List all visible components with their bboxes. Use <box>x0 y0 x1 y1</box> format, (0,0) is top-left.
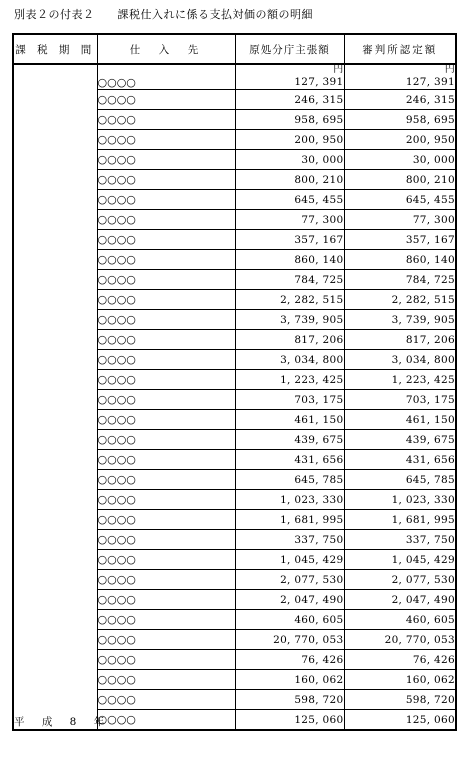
claimed-amount-cell <box>235 230 344 250</box>
approved-amount-cell <box>344 270 456 290</box>
supplier-cell: ○○○○ <box>97 130 235 150</box>
approved-amount-cell <box>344 690 456 710</box>
approved-amount-value: 1, 223, 425 <box>391 373 455 386</box>
claimed-amount-cell <box>235 450 344 470</box>
claimed-amount-value: 461, 150 <box>294 413 344 426</box>
claimed-amount-value: 703, 175 <box>294 393 344 406</box>
approved-amount-value: 1, 045, 429 <box>391 553 455 566</box>
claimed-amount-cell <box>235 64 344 90</box>
claimed-amount-value: 2, 047, 490 <box>280 593 344 606</box>
claimed-amount-cell <box>235 710 344 731</box>
approved-amount-value: 1, 681, 995 <box>391 513 455 526</box>
claimed-amount-cell <box>235 130 344 150</box>
approved-amount-cell <box>344 510 456 530</box>
supplier-cell: ○○○○ <box>97 210 235 230</box>
claimed-amount-cell <box>235 350 344 370</box>
approved-amount-cell <box>344 670 456 690</box>
claimed-amount-value: 817, 206 <box>294 333 344 346</box>
claimed-amount-value: 246, 315 <box>294 93 344 106</box>
approved-amount-cell <box>344 610 456 630</box>
document-title: 別表２の付表２ 課税仕入れに係る支払対価の額の明細 <box>14 8 313 21</box>
supplier-cell: ○○○○ <box>97 190 235 210</box>
claimed-amount-cell <box>235 630 344 650</box>
claimed-amount-value: 357, 167 <box>294 233 344 246</box>
supplier-cell: ○○○○ <box>97 630 235 650</box>
supplier-cell: ○○○○ <box>97 550 235 570</box>
supplier-cell: ○○○○ <box>97 390 235 410</box>
claimed-amount-cell <box>235 430 344 450</box>
claimed-amount-value: 30, 000 <box>301 153 344 166</box>
approved-amount-cell <box>344 550 456 570</box>
table-row <box>13 64 456 90</box>
claimed-amount-cell <box>235 90 344 110</box>
approved-amount-cell <box>344 290 456 310</box>
claimed-amount-value: 598, 720 <box>294 693 344 706</box>
supplier-cell: ○○○○ <box>97 150 235 170</box>
supplier-cell: ○○○○ <box>97 590 235 610</box>
supplier-cell: ○○○○ <box>97 450 235 470</box>
approved-amount-cell <box>344 250 456 270</box>
claimed-amount-cell <box>235 110 344 130</box>
supplier-cell: ○○○○ <box>97 610 235 630</box>
claimed-amount-cell <box>235 650 344 670</box>
claimed-amount-cell <box>235 250 344 270</box>
approved-amount-cell <box>344 310 456 330</box>
claimed-amount-value: 1, 023, 330 <box>280 493 344 506</box>
approved-amount-value: 817, 206 <box>405 333 455 346</box>
supplier-cell: ○○○○ <box>97 350 235 370</box>
approved-amount-value: 200, 950 <box>405 133 455 146</box>
approved-amount-value: 2, 077, 530 <box>391 573 455 586</box>
approved-amount-cell <box>344 430 456 450</box>
approved-amount-cell <box>344 410 456 430</box>
approved-amount-cell <box>344 90 456 110</box>
claimed-amount-value: 645, 455 <box>294 193 344 206</box>
supplier-cell: ○○○○ <box>97 230 235 250</box>
approved-amount-cell <box>344 330 456 350</box>
approved-amount-cell <box>344 230 456 250</box>
claimed-amount-value: 3, 739, 905 <box>280 313 344 326</box>
approved-amount-value: 431, 656 <box>405 453 455 466</box>
claimed-amount-value: 460, 605 <box>294 613 344 626</box>
approved-amount-value: 958, 695 <box>405 113 455 126</box>
supplier-cell: ○○○○ <box>97 510 235 530</box>
period-cell: 平 成 8 年 <box>13 64 97 730</box>
approved-amount-cell <box>344 390 456 410</box>
claimed-amount-cell <box>235 210 344 230</box>
claimed-amount-value: 958, 695 <box>294 113 344 126</box>
claimed-amount-cell <box>235 670 344 690</box>
approved-amount-cell <box>344 530 456 550</box>
claimed-amount-cell <box>235 510 344 530</box>
approved-amount-value: 460, 605 <box>405 613 455 626</box>
supplier-cell: ○○○○ <box>97 670 235 690</box>
supplier-cell: ○○○○ <box>97 290 235 310</box>
claimed-amount-value: 125, 060 <box>294 713 344 726</box>
supplier-cell: ○○○○ <box>97 570 235 590</box>
claimed-amount-cell <box>235 270 344 290</box>
claimed-amount-value: 76, 426 <box>301 653 344 666</box>
approved-amount-cell <box>344 490 456 510</box>
claimed-amount-cell <box>235 190 344 210</box>
table-header-row <box>13 34 456 64</box>
approved-amount-value: 127, 391 <box>405 76 455 88</box>
supplier-cell: ○○○○ <box>97 690 235 710</box>
claimed-amount-value: 431, 656 <box>294 453 344 466</box>
supplier-cell: ○○○○ <box>97 470 235 490</box>
claimed-amount-value: 3, 034, 800 <box>280 353 344 366</box>
approved-amount-cell <box>344 710 456 731</box>
supplier-cell: ○○○○ <box>97 170 235 190</box>
approved-amount-cell <box>344 130 456 150</box>
claimed-amount-cell <box>235 470 344 490</box>
claimed-amount-cell <box>235 490 344 510</box>
approved-amount-value: 77, 300 <box>412 213 455 226</box>
claimed-amount-cell <box>235 370 344 390</box>
claimed-amount-cell <box>235 570 344 590</box>
header-period: 課 税 期 間 <box>13 34 97 64</box>
approved-amount-cell <box>344 470 456 490</box>
approved-amount-cell <box>344 570 456 590</box>
supplier-cell: ○○○○ <box>97 90 235 110</box>
approved-amount-cell <box>344 450 456 470</box>
claimed-amount-value: 337, 750 <box>294 533 344 546</box>
approved-amount-value: 357, 167 <box>405 233 455 246</box>
claimed-amount-cell <box>235 610 344 630</box>
claimed-amount-cell <box>235 290 344 310</box>
approved-amount-value: 20, 770, 053 <box>384 633 455 646</box>
approved-amount-value: 461, 150 <box>405 413 455 426</box>
unit-label: 円 <box>444 64 455 75</box>
approved-amount-value: 1, 023, 330 <box>391 493 455 506</box>
approved-amount-cell <box>344 650 456 670</box>
supplier-cell: ○○○○ <box>97 710 235 731</box>
approved-amount-value: 645, 785 <box>405 473 455 486</box>
claimed-amount-cell <box>235 150 344 170</box>
supplier-cell: ○○○○ <box>97 330 235 350</box>
approved-amount-value: 784, 725 <box>405 273 455 286</box>
supplier-cell: ○○○○ <box>97 110 235 130</box>
approved-amount-value: 30, 000 <box>412 153 455 166</box>
approved-amount-value: 76, 426 <box>412 653 455 666</box>
supplier-cell: ○○○○ <box>97 64 235 90</box>
claimed-amount-value: 127, 391 <box>294 76 344 88</box>
approved-amount-cell <box>344 590 456 610</box>
approved-amount-cell <box>344 150 456 170</box>
claimed-amount-value: 1, 223, 425 <box>280 373 344 386</box>
claimed-amount-cell <box>235 410 344 430</box>
claimed-amount-cell <box>235 310 344 330</box>
purchase-detail-table <box>12 33 457 731</box>
supplier-cell: ○○○○ <box>97 310 235 330</box>
claimed-amount-cell <box>235 590 344 610</box>
approved-amount-cell <box>344 110 456 130</box>
claimed-amount-value: 77, 300 <box>301 213 344 226</box>
claimed-amount-cell <box>235 330 344 350</box>
approved-amount-cell <box>344 210 456 230</box>
supplier-cell: ○○○○ <box>97 650 235 670</box>
supplier-cell: ○○○○ <box>97 490 235 510</box>
approved-amount-value: 860, 140 <box>405 253 455 266</box>
approved-amount-cell <box>344 190 456 210</box>
approved-amount-cell <box>344 170 456 190</box>
approved-amount-value: 645, 455 <box>405 193 455 206</box>
supplier-cell: ○○○○ <box>97 430 235 450</box>
approved-amount-value: 3, 034, 800 <box>391 353 455 366</box>
claimed-amount-cell <box>235 390 344 410</box>
claimed-amount-value: 1, 681, 995 <box>280 513 344 526</box>
table-body <box>13 64 456 730</box>
supplier-cell: ○○○○ <box>97 530 235 550</box>
unit-label: 円 <box>333 64 344 75</box>
claimed-amount-value: 784, 725 <box>294 273 344 286</box>
approved-amount-cell <box>344 350 456 370</box>
claimed-amount-cell <box>235 530 344 550</box>
claimed-amount-cell <box>235 170 344 190</box>
approved-amount-value: 439, 675 <box>405 433 455 446</box>
approved-amount-value: 246, 315 <box>405 93 455 106</box>
approved-amount-value: 125, 060 <box>405 713 455 726</box>
approved-amount-value: 703, 175 <box>405 393 455 406</box>
approved-amount-value: 2, 047, 490 <box>391 593 455 606</box>
header-claimed-amount: 原処分庁主張額 <box>235 34 344 64</box>
claimed-amount-value: 20, 770, 053 <box>273 633 344 646</box>
approved-amount-value: 160, 062 <box>405 673 455 686</box>
approved-amount-value: 337, 750 <box>405 533 455 546</box>
approved-amount-cell <box>344 64 456 90</box>
supplier-cell: ○○○○ <box>97 370 235 390</box>
approved-amount-cell <box>344 370 456 390</box>
approved-amount-value: 2, 282, 515 <box>391 293 455 306</box>
claimed-amount-value: 2, 077, 530 <box>280 573 344 586</box>
claimed-amount-value: 1, 045, 429 <box>280 553 344 566</box>
supplier-cell: ○○○○ <box>97 410 235 430</box>
supplier-cell: ○○○○ <box>97 270 235 290</box>
claimed-amount-value: 645, 785 <box>294 473 344 486</box>
claimed-amount-value: 200, 950 <box>294 133 344 146</box>
approved-amount-cell <box>344 630 456 650</box>
header-approved-amount: 審判所認定額 <box>344 34 456 64</box>
claimed-amount-value: 160, 062 <box>294 673 344 686</box>
claimed-amount-cell <box>235 550 344 570</box>
header-supplier: 仕 入 先 <box>97 34 235 64</box>
supplier-cell: ○○○○ <box>97 250 235 270</box>
approved-amount-value: 598, 720 <box>405 693 455 706</box>
claimed-amount-value: 2, 282, 515 <box>280 293 344 306</box>
claimed-amount-value: 800, 210 <box>294 173 344 186</box>
approved-amount-value: 800, 210 <box>405 173 455 186</box>
approved-amount-value: 3, 739, 905 <box>391 313 455 326</box>
claimed-amount-value: 860, 140 <box>294 253 344 266</box>
claimed-amount-cell <box>235 690 344 710</box>
claimed-amount-value: 439, 675 <box>294 433 344 446</box>
